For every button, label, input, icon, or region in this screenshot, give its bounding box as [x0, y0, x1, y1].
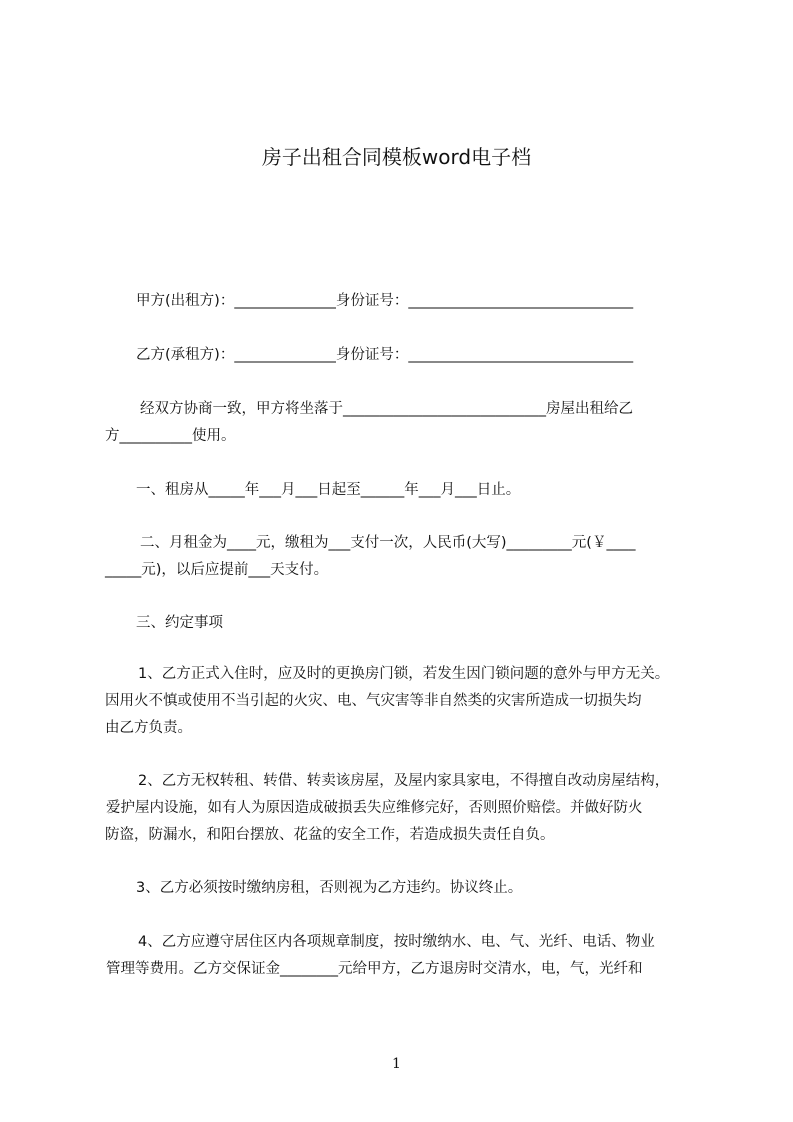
item-4-line-2: 管理等费用。乙方交保证金________元给甲方，乙方退房时交清水，电，气，光纤和: [106, 961, 643, 977]
clause-2-line-2: _____元)，以后应提前___天支付。: [105, 562, 329, 578]
clause-1: 一、租房从_____年___月___日起至______年___月___日止。: [136, 482, 521, 498]
intro-line-2: 方__________使用。: [105, 428, 236, 444]
item-1-line-2: 因用火不慎或使用不当引起的火灾、电、气灾害等非自然类的灾害所造成一切损失均: [105, 693, 642, 709]
item-2-line-2: 爱护屋内设施，如有人为原因造成破损丢失应维修完好，否则照价赔偿。并做好防火: [106, 800, 643, 816]
intro-line-1: 经双方协商一致，甲方将坐落于____________________________房屋出租给乙: [140, 401, 633, 417]
party-b-line: 乙方(承租方)：______________身份证号：_______________________________: [136, 347, 634, 363]
party-a-line: 甲方(出租方)：______________身份证号：_______________________________: [136, 293, 634, 309]
page-number: 1: [392, 1056, 401, 1072]
item-2-line-1: 2、乙方无权转租、转借、转卖该房屋，及屋内家具家电，不得擅自改动房屋结构，: [138, 773, 670, 789]
clause-2-line-1: 二、月租金为____元，缴租为___支付一次，人民币(大写)_________元(￥____: [140, 535, 636, 551]
item-4-line-1: 4、乙方应遵守居住区内各项规章制度，按时缴纳水、电、气、光纤、电话、物业: [138, 934, 655, 950]
item-3-line-1: 3、乙方必须按时缴纳房租，否则视为乙方违约。协议终止。: [136, 880, 523, 896]
clause-3-heading: 三、约定事项: [136, 615, 223, 631]
item-2-line-3: 防盗，防漏水，和阳台摆放、花盆的安全工作，若造成损失责任自负。: [105, 827, 555, 843]
item-1-line-3: 由乙方负责。: [105, 720, 192, 736]
document-title: 房子出租合同模板word电子档: [261, 145, 532, 169]
item-1-line-1: 1、乙方正式入住时，应及时的更换房门锁，若发生因门锁问题的意外与甲方无关。: [138, 666, 670, 682]
